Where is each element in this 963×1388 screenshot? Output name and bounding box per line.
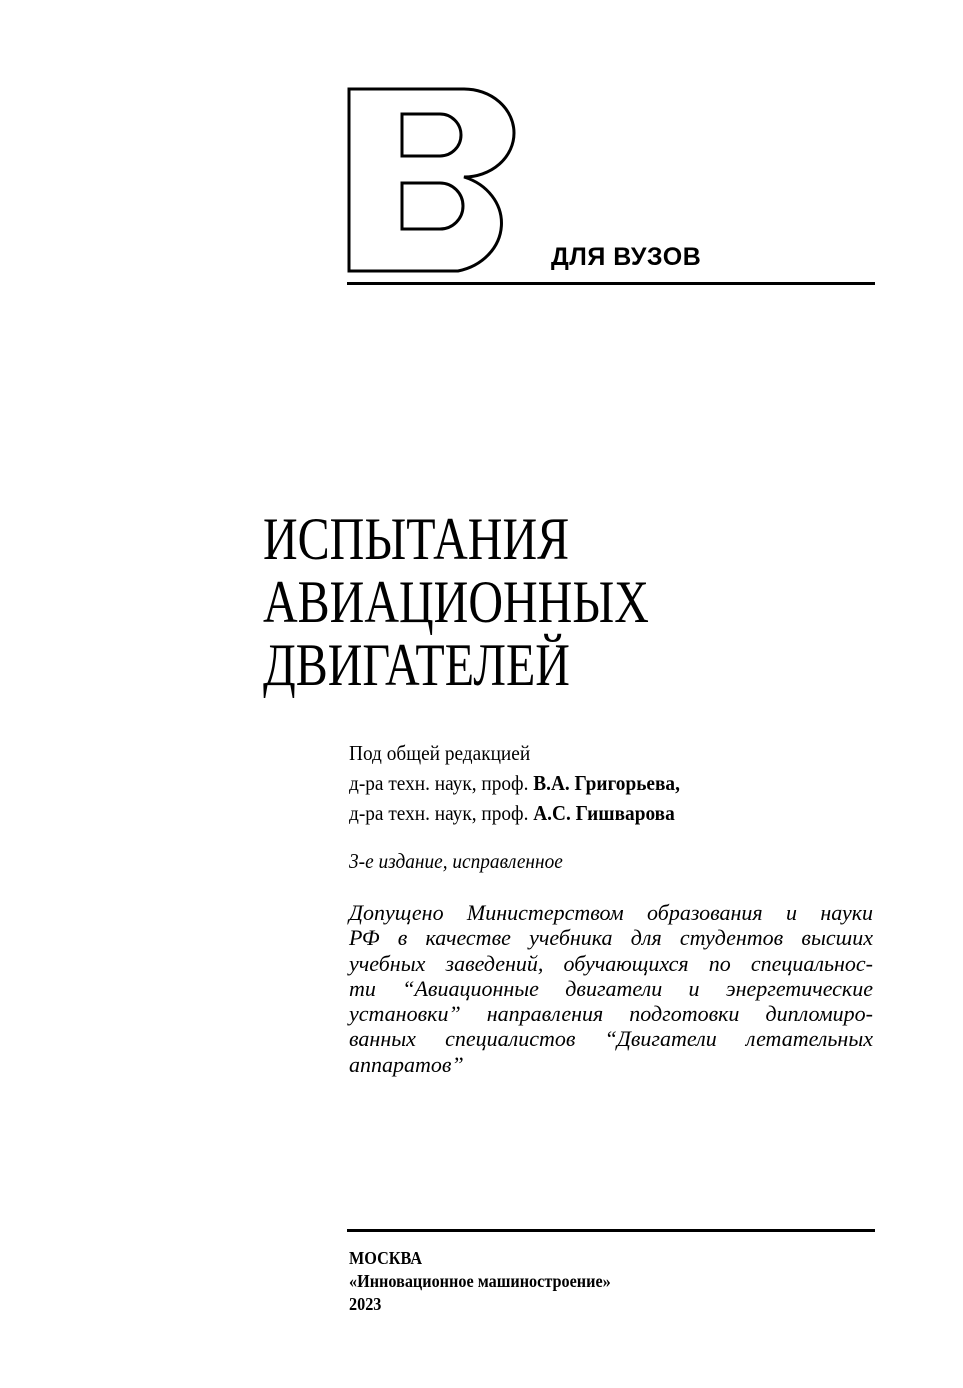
- approval-line: аппаратов”: [349, 1051, 464, 1077]
- editor-line: [349, 798, 680, 828]
- header-rule: [347, 282, 875, 285]
- editor-line: [349, 768, 680, 798]
- editor-name: А.С. Гишварова: [533, 801, 675, 825]
- imprint-city: МОСКВА: [349, 1248, 423, 1268]
- approval-line: ванных специалистов “Двигатели летательных: [349, 1026, 873, 1052]
- title-line: АВИАЦИОННЫХ: [263, 569, 649, 635]
- editor-credential: д-ра техн. наук, проф.: [349, 801, 534, 825]
- edition-note: 3-е издание, исправленное: [349, 849, 563, 873]
- approval-statement: [349, 900, 873, 1077]
- editor-credential: д-ра техн. наук, проф.: [349, 771, 534, 795]
- series-label: ДЛЯ ВУЗОВ: [551, 243, 702, 271]
- imprint-year: 2023: [349, 1294, 382, 1314]
- imprint-publisher: «Инновационное машиностроение»: [349, 1271, 611, 1291]
- editors-block: [349, 738, 680, 828]
- approval-line: ти “Авиационные двигатели и энергетические: [349, 975, 873, 1001]
- footer-rule: [347, 1229, 875, 1232]
- approval-line: установки” направления подготовки дипломиро-: [349, 1001, 873, 1027]
- approval-line: РФ в качестве учебника для студентов высших: [349, 925, 873, 951]
- editor-name: В.А. Григорьева,: [533, 771, 680, 795]
- title-line: ДВИГАТЕЛЕЙ: [263, 632, 570, 698]
- approval-line: учебных заведений, обучающихся по специальнос-: [349, 950, 873, 976]
- series-logo: [346, 86, 526, 274]
- imprint: [349, 1247, 611, 1316]
- approval-line: Допущено Министерством образования и науки: [349, 900, 873, 925]
- editors-intro: Под общей редакцией: [349, 741, 531, 765]
- book-title: [263, 508, 649, 697]
- title-line: ИСПЫТАНИЯ: [263, 506, 570, 572]
